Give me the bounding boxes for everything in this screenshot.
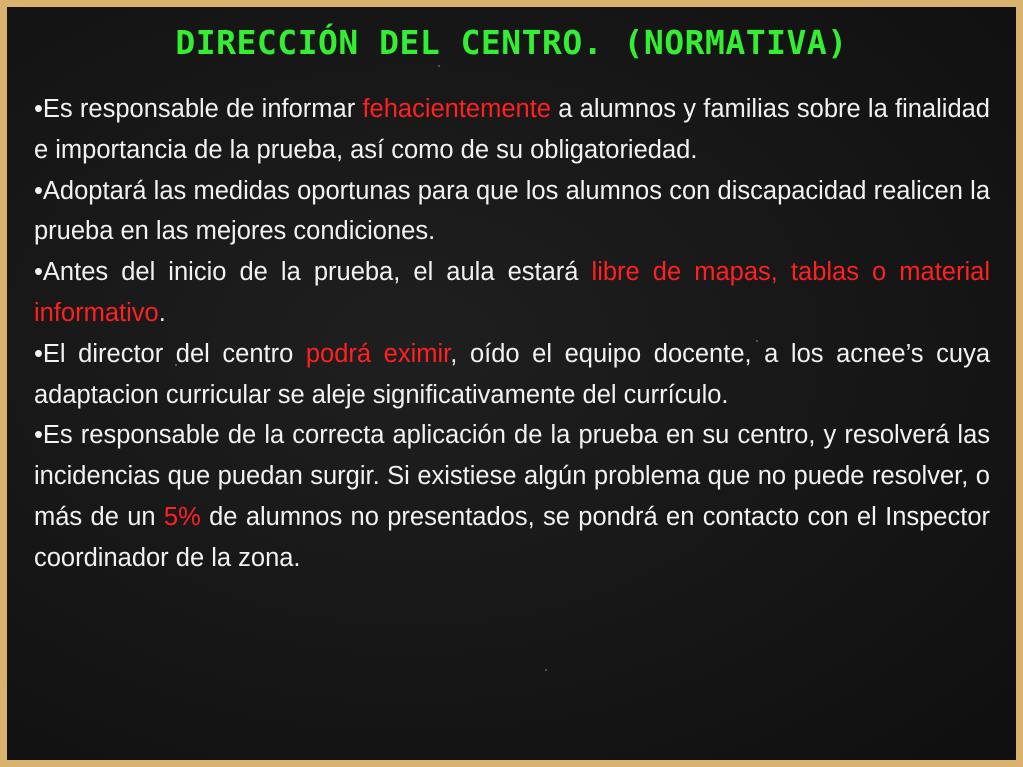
chalk-speck — [438, 65, 440, 67]
bullet-item — [34, 415, 990, 578]
bullet-text: •El director del centro — [34, 339, 306, 368]
highlighted-text: podrá eximir — [305, 339, 451, 368]
slide-title: DIRECCIÓN DEL CENTRO. (NORMATIVA) — [175, 23, 848, 62]
chalkboard — [7, 7, 1016, 760]
bullet-text: de alumnos no presentados, se pondrá en contacto con el Inspector coordinador de la zona. — [34, 502, 991, 572]
bullet-text: •Es responsable de la correcta aplicación de la prueba en su centro, y resolverá las incidencias que puedan surgir. Si existiese algún problema que no puede resolver, o más de un — [34, 421, 990, 531]
bullet-text: . — [158, 298, 166, 327]
bullet-text: •Antes del inicio de la prueba, el aula estará — [34, 258, 592, 287]
bullet-text: , oído el equipo docente, a los acnee’s cuya adaptacion curricular se aleje significativamente del currículo. — [34, 339, 990, 409]
bullet-text: •Es responsable de informar — [34, 95, 363, 123]
bullet-item — [34, 171, 990, 253]
bullet-text: •Adoptará las medidas oportunas para que los alumnos con discapacidad realicen la prueba en las mejores condiciones. — [34, 176, 990, 246]
bullet-item — [34, 252, 990, 334]
highlighted-text: 5% — [163, 502, 201, 531]
highlighted-text: libre de mapas, tablas o material informativo — [34, 258, 990, 327]
bullet-item — [34, 89, 990, 171]
highlighted-text: fehacientemente — [362, 95, 551, 123]
chalk-speck — [545, 669, 547, 671]
bullet-item — [34, 334, 990, 416]
bullet-list — [34, 89, 990, 579]
bullet-text: a alumnos y familias sobre la finalidad e importancia de la prueba, así como de su obligatoriedad. — [34, 95, 990, 164]
